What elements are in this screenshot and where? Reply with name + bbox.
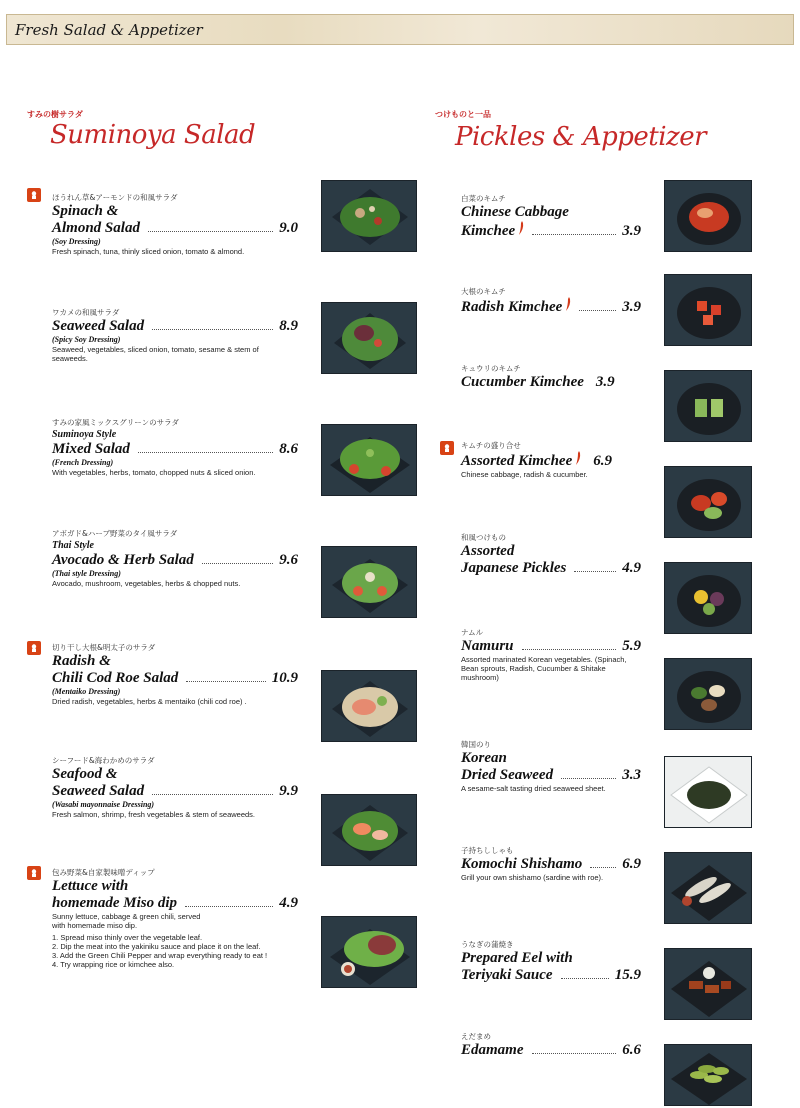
item-dressing: (French Dressing) — [52, 458, 114, 467]
item-name-prefix: Thai Style — [52, 540, 94, 551]
item-jp-name: 和風つけもの — [461, 533, 506, 542]
photo-eel-teriyaki — [664, 948, 752, 1020]
item-description: Avocado, mushroom, vegetables, herbs & chopped nuts. — [52, 579, 241, 588]
item-dressing: (Mentaiko Dressing) — [52, 687, 121, 696]
menu-item-eel-teriyaki — [461, 940, 641, 984]
item-name-line2: Assorted Kimchee — [461, 453, 573, 469]
item-name-line1: Lettuce with — [52, 878, 129, 894]
item-jp-name: キュウリのキムチ — [461, 364, 521, 373]
menu-item-radish-kimchee — [461, 287, 641, 316]
menu-item-shishamo — [461, 846, 641, 882]
item-name-line2: Radish Kimchee — [461, 299, 563, 315]
item-name-prefix: Suminoya Style — [52, 429, 117, 440]
item-description: Grill your own shishamo (sardine with roe). — [461, 873, 604, 882]
item-description: Fresh spinach, tuna, thinly sliced onion, tomato & almond. — [52, 247, 245, 256]
photo-seaweed-salad — [321, 302, 417, 374]
item-description: Dried radish, vegetables, herbs & mentaiko (chili cod roe) . — [52, 697, 247, 706]
item-description: Sunny lettuce, cabbage & green chili, served with homemade miso dip. — [52, 912, 201, 930]
menu-item-spinach-almond-salad — [52, 193, 298, 256]
leader-dots — [522, 649, 617, 650]
item-jp-name: アボガド&ハーブ野菜のタイ風サラダ — [52, 529, 178, 538]
photo-radish-kimchee — [664, 274, 752, 346]
item-description: Assorted marinated Korean vegetables. (Spinach, Bean sprouts, Radish, Cucumber & Shitake mushroom) — [461, 655, 627, 682]
menu-item-seaweed-salad — [52, 308, 298, 363]
menu-item-lettuce-miso-dip — [52, 868, 298, 969]
item-dressing: (Spicy Soy Dressing) — [52, 335, 121, 344]
item-price: 9.9 — [279, 783, 298, 799]
item-name-line1: Korean — [461, 750, 507, 766]
item-jp-name: 韓国のり — [461, 740, 491, 749]
photo-cucumber-kimchee — [664, 370, 752, 442]
page-title: Fresh Salad & Appetizer — [15, 21, 203, 39]
item-jp-name: キムチの盛り合せ — [461, 441, 521, 450]
item-price: 4.9 — [279, 895, 298, 911]
item-description: With vegetables, herbs, tomato, chopped nuts & sliced onion. — [52, 468, 256, 477]
menu-item-japanese-pickles — [461, 533, 641, 577]
item-name-line2: Avocado & Herb Salad — [52, 552, 194, 568]
chef-recommend-icon — [27, 188, 41, 202]
item-price: 9.0 — [279, 220, 298, 236]
photo-mixed-salad — [321, 424, 417, 496]
menu-item-assorted-kimchee — [461, 441, 641, 479]
item-name-line2: Dried Seaweed — [461, 767, 554, 783]
page-header — [6, 14, 794, 45]
item-price: 3.9 — [622, 223, 641, 239]
menu-item-seafood-seaweed-salad — [52, 756, 298, 819]
leader-dots — [148, 231, 273, 232]
menu-item-avocado-herb-salad — [52, 529, 298, 588]
photo-japanese-pickles — [664, 562, 752, 634]
chef-recommend-icon — [440, 441, 454, 455]
item-price: 4.9 — [622, 560, 641, 576]
chili-pepper-icon — [575, 451, 581, 465]
menu-item-cabbage-kimchee — [461, 194, 641, 240]
leader-dots — [579, 310, 616, 311]
leader-dots — [532, 234, 616, 235]
item-name-line2: Seaweed Salad — [52, 318, 145, 334]
item-name-line2: Kimchee — [461, 223, 516, 239]
item-description: Seaweed, vegetables, sliced onion, tomato, sesame & stem of seaweeds. — [52, 345, 259, 363]
photo-dried-seaweed — [664, 756, 752, 828]
item-price: 15.9 — [614, 967, 641, 983]
photo-edamame — [664, 1044, 752, 1106]
menu-item-namuru — [461, 628, 641, 682]
item-jp-name: えだまめ — [461, 1032, 491, 1041]
leader-dots — [152, 794, 273, 795]
left-section-jp-title: すみの樹サラダ — [27, 110, 83, 119]
item-price: 6.6 — [622, 1042, 641, 1058]
item-dressing: (Wasabi mayonnaise Dressing) — [52, 800, 155, 809]
chili-pepper-icon — [518, 221, 524, 235]
item-jp-name: うなぎの蒲焼き — [461, 940, 514, 949]
item-dressing: (Thai style Dressing) — [52, 569, 121, 578]
item-jp-name: ワカメの和風サラダ — [52, 308, 120, 317]
item-jp-name: 包み野菜&自家製味噌ディップ — [52, 868, 155, 877]
leader-dots — [152, 329, 273, 330]
item-name-line2: Chili Cod Roe Salad — [52, 670, 179, 686]
photo-cabbage-kimchee — [664, 180, 752, 252]
item-price: 3.9 — [622, 299, 641, 315]
item-name-line1: Chinese Cabbage — [461, 204, 569, 220]
item-name-line1: Assorted — [461, 543, 515, 559]
right-section-title: Pickles & Appetizer — [455, 122, 707, 152]
leader-dots — [202, 563, 273, 564]
item-name-line1: Seafood & — [52, 766, 118, 782]
left-section-title: Suminoya Salad — [50, 120, 256, 150]
item-jp-name: ほうれん草&アーモンドの和風サラダ — [52, 193, 178, 202]
item-name-line2: Edamame — [461, 1042, 524, 1058]
item-name-line2: Almond Salad — [52, 220, 140, 236]
instruction-step: 4. Try wrapping rice or kimchee also. — [52, 960, 175, 969]
photo-lettuce-miso-dip — [321, 916, 417, 988]
item-price: 5.9 — [622, 638, 641, 654]
leader-dots — [185, 906, 273, 907]
right-section-jp-title: つけものと一品 — [435, 110, 491, 119]
item-name-line2: Namuru — [461, 638, 514, 654]
chef-recommend-icon — [27, 866, 41, 880]
item-name-line2: Mixed Salad — [52, 441, 130, 457]
item-name-line2: Cucumber Kimchee — [461, 374, 584, 390]
item-description: A sesame-salt tasting dried seaweed sheet. — [461, 784, 606, 793]
item-name-line2: Komochi Shishamo — [461, 856, 583, 872]
item-name-line1: Radish & — [52, 653, 111, 669]
item-price: 9.6 — [279, 552, 298, 568]
photo-avocado-herb-salad — [321, 546, 417, 618]
photo-namuru — [664, 658, 752, 730]
photo-assorted-kimchee — [664, 466, 752, 538]
item-name-line2: Japanese Pickles — [461, 560, 567, 576]
leader-dots — [590, 867, 616, 868]
item-price: 3.9 — [595, 374, 615, 390]
instruction-step: 1. Spread miso thinly over the vegetable leaf. — [52, 933, 203, 942]
item-price: 8.6 — [279, 441, 298, 457]
item-jp-name: 大根のキムチ — [461, 287, 506, 296]
item-name-line2: Teriyaki Sauce — [461, 967, 553, 983]
leader-dots — [138, 452, 273, 453]
photo-radish-cod-roe-salad — [321, 670, 417, 742]
item-jp-name: ナムル — [461, 628, 484, 637]
instruction-step: 2. Dip the meat into the yakiniku sauce and place it on the leaf. — [52, 942, 261, 951]
item-jp-name: シーフード&海わかめのサラダ — [52, 756, 155, 765]
menu-item-dried-seaweed — [461, 740, 641, 793]
item-name-line2: Seaweed Salad — [52, 783, 145, 799]
item-jp-name: 白菜のキムチ — [461, 194, 506, 203]
item-description: Fresh salmon, shrimp, fresh vegetables & stem of seaweeds. — [52, 810, 256, 819]
photo-spinach-almond-salad — [321, 180, 417, 252]
menu-item-cucumber-kimchee — [461, 364, 641, 391]
item-price: 3.3 — [622, 767, 641, 783]
item-price: 10.9 — [271, 670, 298, 686]
photo-shishamo — [664, 852, 752, 924]
chili-pepper-icon — [565, 297, 571, 311]
item-price: 6.9 — [593, 453, 612, 469]
menu-item-radish-cod-roe-salad — [52, 643, 298, 706]
menu-item-mixed-salad — [52, 418, 298, 477]
item-description: Chinese cabbage, radish & cucumber. — [461, 470, 588, 479]
chef-recommend-icon — [27, 641, 41, 655]
item-jp-name: 子持ちししゃも — [461, 846, 514, 855]
item-price: 8.9 — [279, 318, 298, 334]
leader-dots — [561, 978, 609, 979]
leader-dots — [574, 571, 616, 572]
item-name-line1: Spinach & — [52, 203, 119, 219]
item-name-line1: Prepared Eel with — [461, 950, 573, 966]
leader-dots — [561, 778, 616, 779]
leader-dots — [532, 1053, 617, 1054]
leader-dots — [186, 681, 265, 682]
menu-item-edamame — [461, 1032, 641, 1059]
item-jp-name: すみの家風ミックスグリーンのサラダ — [52, 418, 180, 427]
item-price: 6.9 — [622, 856, 641, 872]
item-dressing: (Soy Dressing) — [52, 237, 101, 246]
photo-seafood-seaweed-salad — [321, 794, 417, 866]
item-jp-name: 切り干し大根&明太子のサラダ — [52, 643, 156, 652]
item-name-line2: homemade Miso dip — [52, 895, 178, 911]
instruction-step: 3. Add the Green Chili Pepper and wrap everything ready to eat ! — [52, 951, 268, 960]
